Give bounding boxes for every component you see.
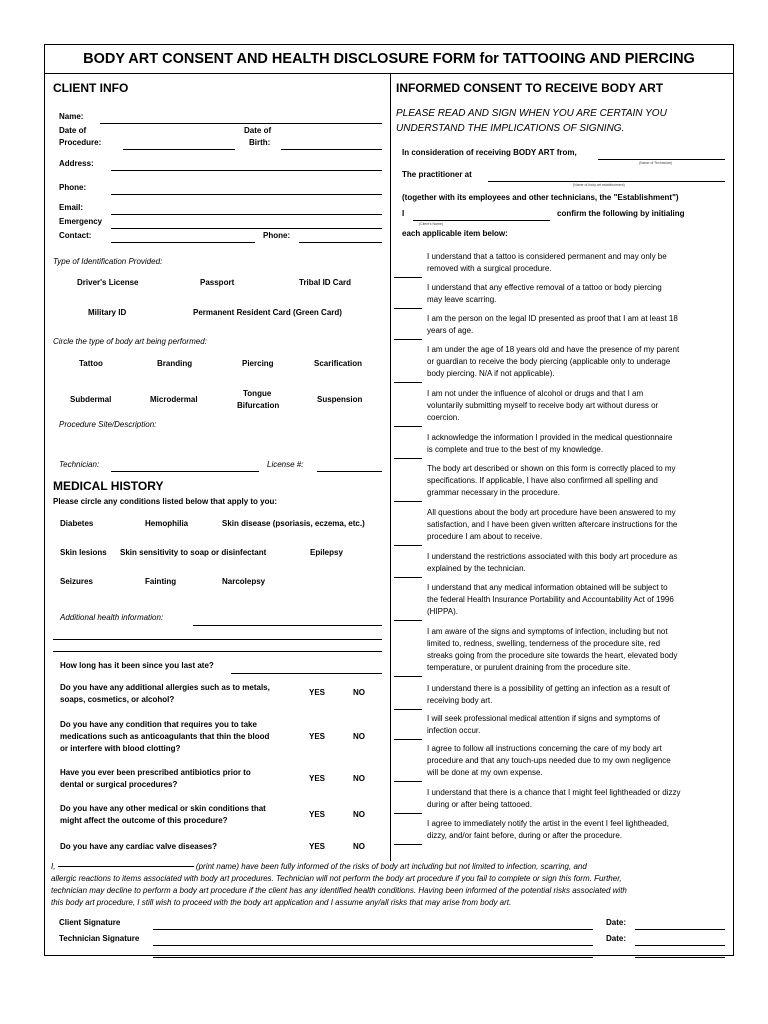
consent-intro-5: each applicable item below: <box>402 229 508 238</box>
yes-option[interactable]: YES <box>309 732 326 741</box>
client-signature-field[interactable] <box>153 929 593 930</box>
initial-field[interactable] <box>394 339 422 340</box>
question: Do you have any additional allergies such as to metals, <box>60 683 270 692</box>
consent-item-text <box>427 787 733 811</box>
id-heading: Type of Identification Provided: <box>53 257 163 266</box>
consent-item-line: receiving body art. <box>427 696 493 705</box>
address-field[interactable] <box>111 170 382 171</box>
conditions-instruction: Please circle any conditions listed below that apply to you: <box>53 497 278 506</box>
name-field[interactable] <box>100 123 382 124</box>
consent-item-line: satisfaction, and I have been given written aftercare instructions for the <box>427 520 678 529</box>
client-name-field[interactable] <box>413 220 550 221</box>
consent-item-line: The body art described or shown on this form is correctly placed to my <box>427 464 676 473</box>
initial-field[interactable] <box>394 813 422 814</box>
body-art-option[interactable]: Piercing <box>242 359 274 368</box>
technician-name-field[interactable] <box>598 159 725 160</box>
yes-option[interactable]: YES <box>309 842 326 851</box>
consent-item-line: specifications. If applicable, I have also confirmed all spelling and <box>427 476 658 485</box>
question: or interfere with blood clotting? <box>60 744 181 753</box>
consent-item-text <box>427 432 733 456</box>
statement-line: technician may decline to perform a body art procedure if the client has any identified health conditions. Having been informed of the potential risks associated with <box>51 886 627 895</box>
consent-item-line: I understand that any medical information obtained will be subject to <box>427 583 668 592</box>
initial-field[interactable] <box>394 501 422 502</box>
consent-item-text <box>427 282 733 306</box>
emergency-label: Emergency <box>59 217 103 226</box>
technician-field[interactable] <box>111 471 259 472</box>
consent-item-text <box>427 713 733 737</box>
contact-label: Contact: <box>59 231 92 240</box>
consent-item-line: infection occur. <box>427 726 481 735</box>
column-divider <box>390 73 391 861</box>
consent-item-line: I am not under the influence of alcohol or drugs and that I am <box>427 389 644 398</box>
consent-intro-4a: I <box>402 209 405 218</box>
id-option[interactable]: Permanent Resident Card (Green Card) <box>193 308 342 317</box>
consent-intro-1: In consideration of receiving BODY ART from, <box>402 148 577 157</box>
consent-item-text <box>427 251 733 275</box>
consent-form <box>44 44 734 956</box>
consent-item-text <box>427 463 733 499</box>
consent-item-line: voluntarily submitting myself to receive body art without duress or <box>427 401 659 410</box>
technician-date-field[interactable] <box>635 945 725 946</box>
consent-item-text <box>427 582 733 618</box>
form-title: BODY ART CONSENT AND HEALTH DISCLOSURE FORM for TATTOOING AND PIERCING <box>83 51 695 67</box>
initial-field[interactable] <box>394 458 422 459</box>
question: medications such as anticoagulants that thin the blood <box>60 732 270 741</box>
technician-signature-label: Technician Signature <box>59 934 140 943</box>
consent-item-line: I am the person on the legal ID presented as proof that I am at least 18 <box>427 314 678 323</box>
technician-signature-field[interactable] <box>153 945 593 946</box>
body-art-option[interactable]: Subdermal <box>70 395 112 404</box>
print-name-field[interactable] <box>58 866 194 867</box>
statement-line: (print name) have been fully informed of the risks of body art including but not limited to infection, scarring, and <box>195 862 587 871</box>
consent-item-line: explained by the technician. <box>427 564 526 573</box>
consent-item-line: I am under the age of 18 years old and have the presence of my parent <box>427 345 680 354</box>
consent-item-line: coercion. <box>427 413 460 422</box>
additional-health-label: Additional health information: <box>60 613 164 622</box>
consent-intro-3: (together with its employees and other technicians, the "Establishment") <box>402 193 679 202</box>
additional-health-line[interactable] <box>53 639 382 640</box>
consent-item-line: dizzy, and/or faint before, during or after the procedure. <box>427 831 623 840</box>
client-info-heading: CLIENT INFO <box>53 81 129 95</box>
consent-item-text <box>427 683 733 707</box>
consent-item-text <box>427 551 733 575</box>
body-art-option[interactable]: Tongue <box>243 389 272 398</box>
client-signature-label: Client Signature <box>59 918 121 927</box>
consent-item-text <box>427 388 733 424</box>
signature-extra-line <box>153 957 593 958</box>
consent-item-text <box>427 344 733 380</box>
consent-item-line: or guardian to receive the body piercing (applicable only to underage <box>427 357 671 366</box>
consent-item-line: I agree to immediately notify the artist in the event I feel lightheaded, <box>427 819 669 828</box>
consent-instruction-1: PLEASE READ AND SIGN WHEN YOU ARE CERTAIN YOU <box>396 108 667 119</box>
condition-option[interactable]: Skin sensitivity to soap or disinfectant <box>120 548 267 557</box>
consent-intro-2: The practitioner at <box>402 170 472 179</box>
consent-item-line: years of age. <box>427 326 474 335</box>
consent-item-text <box>427 507 733 543</box>
no-option[interactable]: NO <box>353 810 365 819</box>
date-extra-line <box>635 957 725 958</box>
consent-item-line: temperature, or purulent draining from the procedure site. <box>427 663 631 672</box>
phone-label: Phone: <box>59 183 87 192</box>
consent-item-text <box>427 313 733 337</box>
consent-item-line: I understand there is a possibility of getting an infection as a result of <box>427 684 670 693</box>
additional-health-line[interactable] <box>53 651 382 652</box>
dob-label-2: Birth: <box>249 138 271 147</box>
name-label: Name: <box>59 112 84 121</box>
consent-item-line: removed with a surgical procedure. <box>427 264 552 273</box>
condition-option[interactable]: Seizures <box>60 577 93 586</box>
consent-heading: INFORMED CONSENT TO RECEIVE BODY ART <box>396 81 664 95</box>
yes-option[interactable]: YES <box>309 774 326 783</box>
initial-field[interactable] <box>394 676 422 677</box>
phone-field[interactable] <box>111 194 382 195</box>
consent-item-line: I agree to follow all instructions concerning the care of my body art <box>427 744 662 753</box>
yes-option[interactable]: YES <box>309 810 326 819</box>
consent-item-line: I understand that a tattoo is considered permanent and may only be <box>427 252 667 261</box>
consent-intro-4b: confirm the following by initialing <box>557 209 685 218</box>
consent-item-line: I understand that there is a chance that I might feel lightheaded or dizzy <box>427 788 681 797</box>
id-option[interactable]: Driver's License <box>77 278 139 287</box>
consent-item-line: during or after being tattooed. <box>427 800 532 809</box>
procedure-label: Procedure: <box>59 138 102 147</box>
id-option[interactable]: Military ID <box>88 308 127 317</box>
consent-item-line: the federal Health Insurance Portability and Accountability Act of 1996 <box>427 595 674 604</box>
initial-field[interactable] <box>394 308 422 309</box>
license-field[interactable] <box>317 471 382 472</box>
consent-item-line: procedure and that any touch-ups needed due to my own negligence <box>427 756 671 765</box>
question: Have you ever been prescribed antibiotics prior to <box>60 768 251 777</box>
consent-item-line: I am aware of the signs and symptoms of infection, including but not <box>427 627 668 636</box>
question: Do you have any cardiac valve diseases? <box>60 842 217 851</box>
establishment-field[interactable] <box>488 181 725 182</box>
consent-item-line: I will seek professional medical attention if signs and symptoms of <box>427 714 660 723</box>
consent-item-text <box>427 818 733 842</box>
initial-field[interactable] <box>394 709 422 710</box>
question: dental or surgical procedures? <box>60 780 178 789</box>
condition-option[interactable]: Epilepsy <box>310 548 343 557</box>
body-art-option[interactable]: Microdermal <box>150 395 198 404</box>
medical-history-heading: MEDICAL HISTORY <box>53 479 164 493</box>
consent-item-line: procedure I am about to receive. <box>427 532 543 541</box>
contact-field[interactable] <box>111 242 255 243</box>
technician-label: Technician: <box>59 460 100 469</box>
consent-item-text <box>427 743 733 779</box>
additional-health-field[interactable] <box>193 625 382 626</box>
consent-item-line: All questions about the body art procedure have been answered to my <box>427 508 676 517</box>
no-option[interactable]: NO <box>353 732 365 741</box>
condition-option[interactable]: Diabetes <box>60 519 94 528</box>
no-option[interactable]: NO <box>353 774 365 783</box>
consent-instruction-2: UNDERSTAND THE IMPLICATIONS OF SIGNING. <box>396 123 625 134</box>
consent-item-line: limited to, redness, swelling, tenderness of the procedure site, red <box>427 639 661 648</box>
id-option[interactable]: Tribal ID Card <box>299 278 352 287</box>
dob-field[interactable] <box>281 149 382 150</box>
statement-line: allergic reactions to items associated with body art procedures. Technician will not perform the body art procedure if you fail to complete or sign this form. Further, <box>51 874 622 883</box>
body-art-option[interactable]: Suspension <box>317 395 363 404</box>
condition-option[interactable]: Skin disease (psoriasis, eczema, etc.) <box>222 519 365 528</box>
id-option[interactable]: Passport <box>200 278 235 287</box>
contact-phone-label: Phone: <box>263 231 291 240</box>
date-of-label: Date of <box>59 126 87 135</box>
initial-field[interactable] <box>394 577 422 578</box>
condition-option[interactable]: Hemophilia <box>145 519 189 528</box>
body-art-option[interactable]: Tattoo <box>79 359 103 368</box>
consent-item-line: will be done at my own expense. <box>427 768 543 777</box>
last-ate-question: How long has it been since you last ate? <box>60 661 214 670</box>
consent-item-line: body piercing. N/A if not applicable). <box>427 369 555 378</box>
title-divider <box>45 73 733 74</box>
question: soaps, cosmetics, or alcohol? <box>60 695 175 704</box>
consent-item-line: I understand that any effective removal of a tattoo or body piercing <box>427 283 662 292</box>
initial-field[interactable] <box>394 739 422 740</box>
client-date-field[interactable] <box>635 929 725 930</box>
establishment-caption: (Name of body art establishment) <box>573 183 625 187</box>
initial-field[interactable] <box>394 545 422 546</box>
condition-option[interactable]: Narcolepsy <box>222 577 266 586</box>
initial-field[interactable] <box>394 844 422 845</box>
initial-field[interactable] <box>394 620 422 621</box>
address-label: Address: <box>59 159 94 168</box>
statement-line: this body art procedure, I still wish to proceed with the body art application and I assume any/all risks that may arise from body art. <box>51 898 512 907</box>
acknowledgement-statement <box>51 861 727 909</box>
consent-item-line: may leave scarring. <box>427 295 497 304</box>
license-label: License #: <box>267 460 304 469</box>
client-caption: (Client's Name) <box>419 222 444 226</box>
dob-label-1: Date of <box>244 126 272 135</box>
body-art-option[interactable]: Scarification <box>314 359 363 368</box>
consent-item-line: I understand the restrictions associated with this body art procedure as <box>427 552 678 561</box>
consent-item-line: streaks going from the procedure site towards the heart, elevated body <box>427 651 678 660</box>
question: Do you have any condition that requires you to take <box>60 720 257 729</box>
condition-option[interactable]: Fainting <box>145 577 177 586</box>
consent-item-line: is complete and true to the best of my knowledge. <box>427 445 604 454</box>
body-art-heading: Circle the type of body art being performed: <box>53 337 207 346</box>
technician-date-label: Date: <box>606 934 627 943</box>
no-option[interactable]: NO <box>353 842 365 851</box>
body-art-option[interactable]: Bifurcation <box>237 401 280 410</box>
last-ate-field[interactable] <box>231 673 382 674</box>
body-art-option[interactable]: Branding <box>157 359 193 368</box>
emergency-field[interactable] <box>111 228 382 229</box>
procedure-date-field[interactable] <box>123 149 235 150</box>
consent-item-text <box>427 626 733 674</box>
contact-phone-field[interactable] <box>299 242 382 243</box>
statement-prefix: I, <box>51 862 56 871</box>
consent-item-line: I acknowledge the information I provided in the medical questionnaire <box>427 433 673 442</box>
consent-item-line: (HIPPA). <box>427 607 458 616</box>
consent-item-line: grammar necessary in the procedure. <box>427 488 560 497</box>
question: might affect the outcome of this procedure? <box>60 816 228 825</box>
condition-option[interactable]: Skin lesions <box>60 548 107 557</box>
initial-field[interactable] <box>394 426 422 427</box>
initial-field[interactable] <box>394 277 422 278</box>
question: Do you have any other medical or skin conditions that <box>60 804 266 813</box>
initial-field[interactable] <box>394 382 422 383</box>
client-date-label: Date: <box>606 918 627 927</box>
yes-option[interactable]: YES <box>309 688 326 697</box>
no-option[interactable]: NO <box>353 688 365 697</box>
technician-caption: (Name of Technician) <box>639 161 673 165</box>
email-label: Email: <box>59 203 84 212</box>
procedure-site-label: Procedure Site/Description: <box>59 420 157 429</box>
email-field[interactable] <box>111 214 382 215</box>
initial-field[interactable] <box>394 781 422 782</box>
